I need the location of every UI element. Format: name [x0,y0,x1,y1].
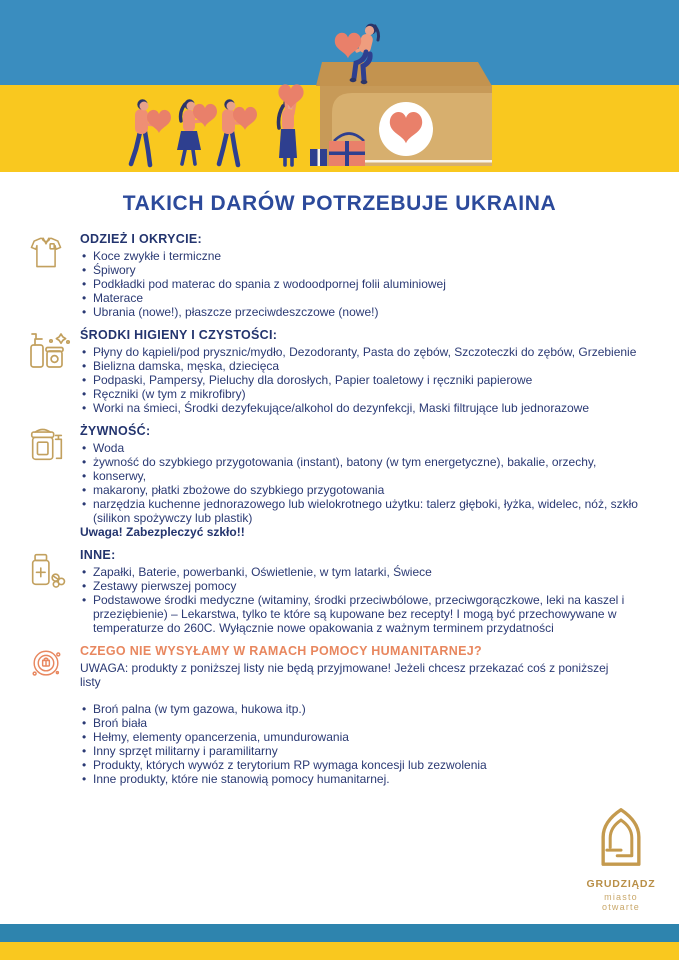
logo-tagline: miasto otwarte [602,892,640,912]
glass-warning-note: Uwaga! Zabezpleczyć szkło!! [80,525,245,539]
list-item: • żywność do szybkiego przygotowania (instant), batony (w tym energetyczne), bakalie, orzechy, [80,455,638,469]
food-jar-icon [26,424,68,466]
footer-stripe-blue [0,924,679,942]
grudziadz-logo [585,806,657,912]
logo-name: GRUDZIĄDZ [586,878,656,890]
list-item: • Ubrania (nowe!), płaszcze przeciwdeszczowe (nowe!) [80,305,638,319]
list-item: • Woda [80,441,638,455]
list-item: • Broń palna (w tym gazowa, hukowa itp.) [80,702,638,716]
section-higiena [0,328,679,415]
list-item: • makarony, płatki zbożowe do szybkiego przygotowania [80,483,638,497]
list-item: • Śpiwory [80,263,638,277]
grudziadz-gate-icon [592,806,650,868]
section-warning [0,644,679,786]
section-inne [0,548,679,635]
warning-heading: CZEGO NIE WYSYŁAMY W RAMACH POMOCY HUMANITARNEJ? [80,644,482,658]
list-item: • Ręczniki (w tym z mikrofibry) [80,387,638,401]
list-item: • Broń biała [80,716,638,730]
list-item: • Płyny do kąpieli/pod prysznic/mydło, Dezodoranty, Pasta do zębów, Szczoteczki do zębów, Grzebienie [80,345,638,359]
banner-illustration [0,0,679,172]
page-title: TAKICH DARÓW POTRZEBUJE UKRAINA [122,192,557,215]
no-gift-target-icon [26,644,66,684]
section-heading: ŻYWNOŚĆ: [80,424,151,438]
footer-stripe-yellow [0,942,679,960]
section-heading: ODZIEŻ I OKRYCIE: [80,232,203,246]
list-item: • Podstawowe środki medyczne (witaminy, środki przeciwbólowe, przeciwgorączkowe, leki na kaszel i przeziębienie) – Lekarstwa, tylko te które są kupowane bez recepty! I mogą być przechowywane w temperaturze do 260C. Wyłącznie nowe opakowania z ważnym terminem przydatności [80,593,638,635]
list-item: • Bielizna damska, męska, dziecięca [80,359,638,373]
list-item: • Podkładki pod materac do spania z wodoodpornej folii aluminiowej [80,277,638,291]
section-heading: INNE: [80,548,116,562]
list-item: • Zestawy pierwszej pomocy [80,579,638,593]
list-item: • Koce zwykłe i termiczne [80,249,638,263]
list-item: • konserwy, [80,469,638,483]
tshirt-icon [26,232,66,272]
list-item: • Hełmy, elementy opancerzenia, umundurowania [80,730,638,744]
list-item: • Worki na śmieci, Środki dezyfekujące/alkohol do dezynfekcji, Maski filtrujące lub jednorazowe [80,401,638,415]
list-item: • Zapałki, Baterie, powerbanki, Oświetlenie, w tym latarki, Świece [80,565,638,579]
section-heading: ŚRODKI HIGIENY I CZYSTOŚCI: [80,328,278,342]
list-item: • Materace [80,291,638,305]
warning-intro: UWAGA: produkty z poniższej listy nie będą przyjmowane! Jeżeli chcesz przekazać coś z poniższej listy [80,661,609,689]
section-zywnosc [0,424,679,539]
list-item: • Inne produkty, które nie stanowią pomocy humanitarnej. [80,772,638,786]
toiletries-icon [26,328,72,374]
list-item: • Inny sprzęt militarny i paramilitarny [80,744,638,758]
list-item: • narzędzia kuchenne jednorazowego lub wielokrotnego użytku: talerz głęboki, łyżka, widelec, nóż, szkło (silikon spożywczy lub plastik) [80,497,638,525]
list-item: • Produkty, których wywóz z terytorium RP wymaga koncesji lub zezwolenia [80,758,638,772]
content [0,232,679,786]
medicine-icon [26,548,68,590]
list-item: • Podpaski, Pampersy, Pieluchy dla dorosłych, Papier toaletowy i ręczniki papierowe [80,373,638,387]
section-odziez [0,232,679,319]
